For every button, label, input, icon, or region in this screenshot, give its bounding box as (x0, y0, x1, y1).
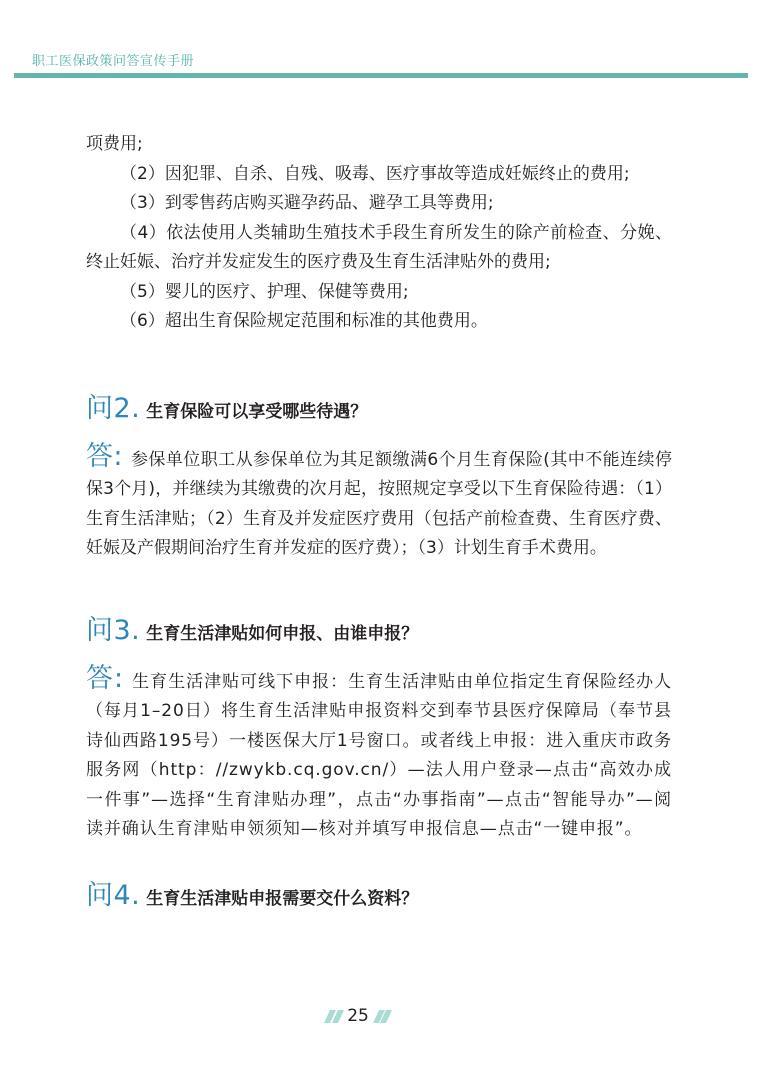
page-footer (326, 1004, 390, 1028)
question-text: 生育保险可以享受哪些待遇？ (146, 401, 368, 422)
question-number: 问3. (86, 614, 141, 646)
answer-text: 参保单位职工从参保单位为其足额缴满6个月生育保险(其中不能连续停保3个月)，并继续为其缴费的次月起，按照规定享受以下生育保险待遇：（1）生育生活津贴；（2）生育及并发症医疗费用（包括产前检查费、生育医疗费、妊娠及产假期间治疗生育并发症的医疗费）；（3）计划生育手术费用。 (86, 449, 672, 558)
answer-label: 答: (86, 662, 124, 694)
question-text: 生育生活津贴如何申报、由谁申报？ (146, 623, 419, 644)
header-title: 职工医保政策问答宣传手册 (32, 54, 195, 69)
answer-label: 答: (86, 440, 123, 472)
answer-3 (86, 662, 672, 845)
answer-text: 生育生活津贴可线下申报：生育生活津贴由单位指定生育保险经办人（每月1–20日）将生育生活津贴申报资料交到奉节县医疗保障局（奉节县诗仙西路195号）一楼医保大厅1号窗口。或者线上申报：进入重庆市政务服务网（http：//zwykb.cq.gov.cn/）—法人用户登录—点击“高效办成一件事”—选择“生育津贴办理”，点击“办事指南”—点击“智能导办”—阅读并确认生育津贴申领须知—核对并填写申报信息—点击“一键申报”。 (86, 671, 672, 839)
question-number: 问4. (86, 879, 141, 911)
header-rule (14, 73, 748, 78)
intro-line: （6）超出生育保险规定范围和标准的其他费用。 (120, 311, 488, 331)
question-4 (86, 881, 672, 914)
intro-line: （2）因犯罪、自杀、自残、吸毒、医疗事故等造成妊娠终止的费用; (120, 163, 630, 184)
intro-line: 项费用; (86, 134, 143, 154)
page-number: 25 (347, 1006, 369, 1026)
intro-line: （5）婴儿的医疗、护理、保健等费用; (120, 281, 409, 302)
question-3 (86, 616, 672, 649)
intro-line: （4）依法使用人类辅助生殖技术手段生育所发生的除产前检查、分娩、终止妊娠、治疗并发症发生的医疗费及生育生活津贴外的费用; (86, 222, 672, 272)
question-2 (86, 394, 672, 427)
page-content (86, 130, 672, 914)
question-text: 生育生活津贴申报需要交什么资料？ (146, 888, 419, 909)
answer-2 (86, 440, 672, 564)
intro-line: （3）到零售药店购买避孕药品、避孕工具等费用; (120, 193, 494, 213)
question-number: 问2. (86, 392, 141, 424)
